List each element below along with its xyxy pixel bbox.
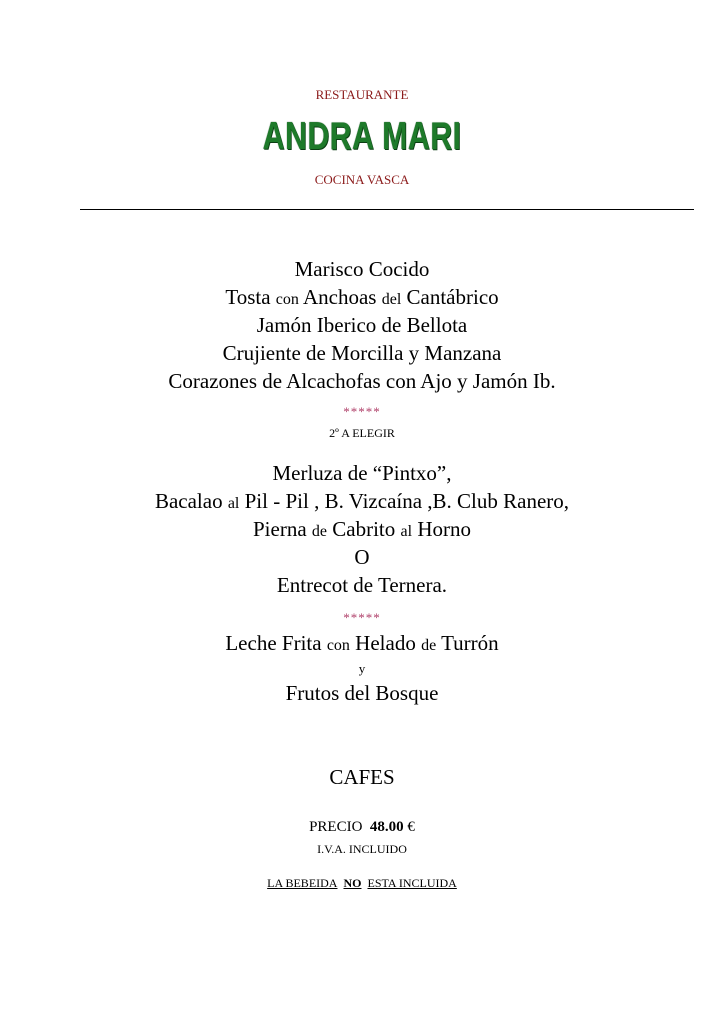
starter-item: Corazones de Alcachofas con Ajo y Jamón Ib. bbox=[168, 369, 556, 393]
separator-stars: ***** bbox=[343, 610, 381, 625]
main-item: Entrecot de Ternera. bbox=[276, 573, 448, 597]
and-label: y bbox=[358, 661, 366, 676]
main-item: Bacalao al Pil - Pil , B. Vizcaína ,B. Club Ranero, bbox=[154, 489, 570, 513]
starter-item: Tosta con Anchoas del Cantábrico bbox=[225, 285, 499, 309]
restaurant-name: ANDRA MARI bbox=[262, 115, 462, 158]
starter-item: Crujiente de Morcilla y Manzana bbox=[222, 341, 502, 365]
starter-item: Marisco Cocido bbox=[294, 257, 430, 281]
second-course-heading: 2º A ELEGIR bbox=[329, 426, 395, 440]
separator-stars: ***** bbox=[343, 404, 381, 419]
or-label: O bbox=[354, 545, 370, 569]
tax-note: I.V.A. INCLUIDO bbox=[317, 842, 407, 856]
coffee-label: CAFES bbox=[329, 765, 395, 789]
price-line: PRECIO 48.00 € bbox=[309, 819, 415, 835]
dessert-item: Frutos del Bosque bbox=[285, 681, 439, 705]
drinks-note: LA BEBEIDA NO ESTA INCLUIDA bbox=[267, 876, 457, 890]
restaurant-label: RESTAURANTE bbox=[315, 87, 409, 102]
cuisine-label: COCINA VASCA bbox=[314, 172, 410, 187]
main-item: Pierna de Cabrito al Horno bbox=[253, 517, 471, 541]
starter-item: Jamón Iberico de Bellota bbox=[256, 313, 468, 337]
header-divider bbox=[80, 209, 694, 210]
main-item: Merluza de “Pintxo”, bbox=[272, 461, 452, 485]
dessert-item: Leche Frita con Helado de Turrón bbox=[225, 631, 499, 655]
